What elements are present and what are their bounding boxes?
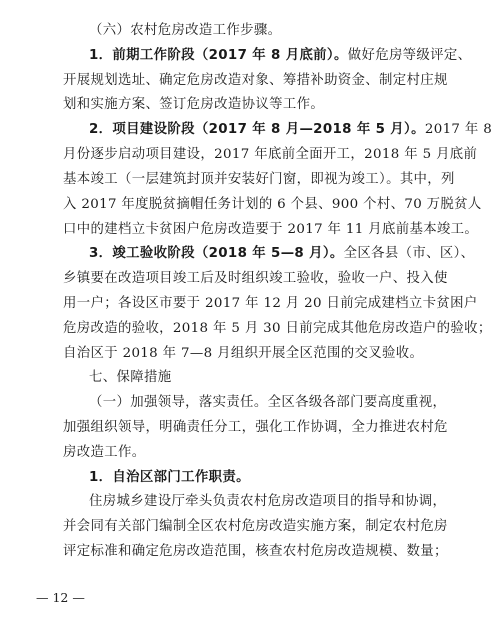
text-span: 基本竣工（一层建筑封顶并安装好门窗，即视为竣工）。其中，列 (63, 172, 455, 187)
text-span: 划和实施方案、签订危房改造协议等工作。 (63, 97, 325, 112)
bold-heading-span: 1．前期工作阶段（2017 年 8 月底前）。 (89, 48, 348, 63)
paragraph-line (63, 267, 448, 291)
bold-heading-span: 2．项目建设阶段（2017 年 8 月—2018 年 5 月）。 (89, 122, 425, 137)
text-span: 开展规划选址、确定危房改造对象、筹措补助资金、制定村庄规 (63, 73, 448, 88)
text-span: 危房改造的验收，2018 年 5 月 30 日前完成其他危房改造户的验收； (63, 321, 492, 336)
paragraph-line (63, 193, 482, 217)
paragraph-line (89, 466, 418, 490)
text-span: 做好危房等级评定、 (347, 48, 472, 63)
paragraph-line (63, 540, 448, 564)
section-heading-work-steps (89, 19, 418, 43)
section-heading-safeguards (89, 366, 418, 390)
text-span: 用一户；各设区市要于 2017 年 12 月 20 日前完成建档立卡贫困户 (63, 296, 478, 311)
text-span: 口中的建档立卡贫困户危房改造要于 2017 年 11 月底前基本竣工。 (63, 222, 479, 237)
paragraph-line (63, 292, 478, 316)
page-number: — 12 — (36, 590, 85, 605)
paragraph-line (63, 168, 455, 192)
text-span: 全区各级各部门要高度重视， (267, 395, 447, 410)
text-span: 自治区于 2018 年 7—8 月组织开展全区范围的交叉验收。 (63, 346, 424, 361)
paragraph-line (63, 416, 448, 440)
paragraph-line (63, 69, 448, 93)
paragraph-line (89, 118, 492, 142)
paragraph-line (63, 93, 418, 117)
text-span: 七、保障措施 (89, 370, 172, 385)
subheading-span: （一）加强领导，落实责任。 (89, 395, 268, 410)
paragraph-line (89, 391, 447, 415)
text-span: 月份逐步启动项目建设，2017 年底前全面开工，2018 年 5 月底前 (63, 147, 478, 162)
text-span: （六）农村危房改造工作步骤。 (89, 23, 282, 38)
paragraph-line (63, 342, 424, 366)
text-span: 2017 年 8 (424, 122, 492, 137)
paragraph-line (63, 317, 492, 341)
paragraph-line (63, 218, 479, 242)
text-span: 住房城乡建设厅牵头负责农村危房改造项目的指导和协调， (89, 494, 447, 509)
paragraph-line (63, 143, 478, 167)
paragraph-line (63, 515, 448, 539)
text-span: 乡镇要在改造项目竣工后及时组织竣工验收，验收一户、投入使 (63, 271, 448, 286)
bold-heading-span: 3．竣工验收阶段（2018 年 5—8 月）。 (89, 246, 344, 261)
paragraph-line (63, 441, 418, 465)
bold-heading-span: 1．自治区部门工作职责。 (89, 470, 250, 485)
text-span: 房改造工作。 (63, 445, 146, 460)
text-span: 全区各县（市、区）、 (343, 246, 475, 261)
text-span: 并会同有关部门编制全区农村危房改造实施方案，制定农村危房 (63, 519, 448, 534)
text-span: 入 2017 年度脱贫摘帽任务计划的 6 个县、900 个村、70 万脱贫人 (63, 197, 482, 212)
paragraph-line (89, 44, 472, 68)
paragraph-line (89, 490, 447, 514)
text-span: 加强组织领导，明确责任分工，强化工作协调，全力推进农村危 (63, 420, 448, 435)
text-span: 评定标准和确定危房改造范围，核查农村危房改造规模、数量； (63, 544, 448, 559)
paragraph-line (89, 242, 475, 266)
